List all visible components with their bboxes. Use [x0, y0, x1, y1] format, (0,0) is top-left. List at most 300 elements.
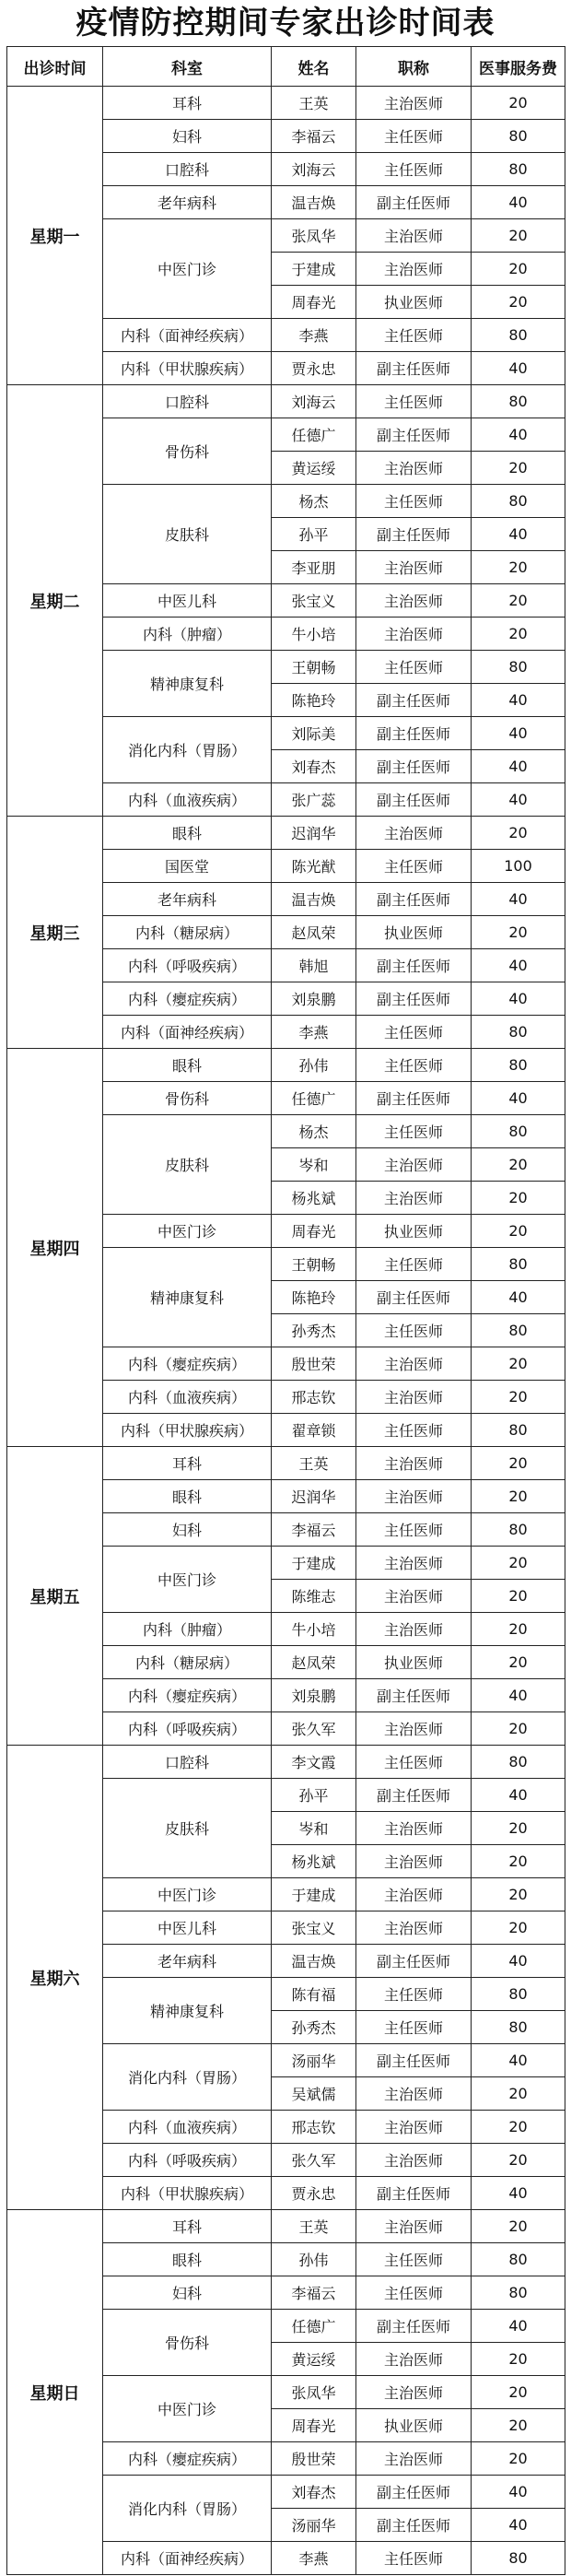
doctor-title-cell: 主任医师 [356, 1513, 472, 1547]
department-cell: 中医门诊 [103, 1878, 272, 1911]
table-row [7, 817, 565, 850]
doctor-title-cell: 副主任医师 [356, 1945, 472, 1978]
fee-cell: 20 [472, 618, 565, 651]
doctor-name-cell: 王朝畅 [272, 651, 356, 684]
doctor-title-cell: 主治医师 [356, 1480, 472, 1513]
doctor-name-cell: 王英 [272, 1447, 356, 1480]
doctor-title-cell: 主任医师 [356, 120, 472, 153]
doctor-title-cell: 主任医师 [356, 2243, 472, 2276]
fee-cell: 40 [472, 883, 565, 916]
doctor-title-cell: 副主任医师 [356, 750, 472, 783]
department-cell: 内科（呼吸疾病） [103, 949, 272, 982]
doctor-title-cell: 执业医师 [356, 916, 472, 949]
doctor-title-cell: 副主任医师 [356, 717, 472, 750]
doctor-name-cell: 任德广 [272, 2310, 356, 2343]
fee-cell: 40 [472, 1082, 565, 1115]
doctor-name-cell: 王英 [272, 2210, 356, 2243]
doctor-name-cell: 于建成 [272, 253, 356, 286]
table-row [7, 87, 565, 120]
doctor-title-cell: 主治医师 [356, 2111, 472, 2144]
department-cell: 内科（甲状腺疾病） [103, 352, 272, 385]
fee-cell: 40 [472, 684, 565, 717]
department-cell: 妇科 [103, 1513, 272, 1547]
department-cell: 眼科 [103, 817, 272, 850]
doctor-name-cell: 李福云 [272, 1513, 356, 1547]
fee-cell: 20 [472, 1182, 565, 1215]
fee-cell: 40 [472, 1945, 565, 1978]
department-cell: 中医儿科 [103, 1911, 272, 1945]
department-cell: 内科（呼吸疾病） [103, 1712, 272, 1746]
department-cell: 眼科 [103, 2243, 272, 2276]
department-cell: 内科（瘿症疾病） [103, 1347, 272, 1381]
fee-cell: 80 [472, 1314, 565, 1347]
doctor-name-cell: 张宝义 [272, 584, 356, 618]
doctor-title-cell: 副主任医师 [356, 684, 472, 717]
doctor-name-cell: 张凤华 [272, 219, 356, 253]
header-row [7, 47, 565, 87]
doctor-name-cell: 温吉焕 [272, 883, 356, 916]
doctor-name-cell: 杨杰 [272, 485, 356, 518]
fee-cell: 40 [472, 2177, 565, 2210]
fee-cell: 20 [472, 1547, 565, 1580]
fee-cell: 20 [472, 1613, 565, 1646]
department-cell: 内科（面神经疾病） [103, 319, 272, 352]
department-cell: 老年病科 [103, 186, 272, 219]
doctor-title-cell: 主任医师 [356, 1746, 472, 1779]
doctor-name-cell: 邢志钦 [272, 1381, 356, 1414]
department-cell: 眼科 [103, 1480, 272, 1513]
doctor-title-cell: 主治医师 [356, 1845, 472, 1878]
fee-cell: 20 [472, 1878, 565, 1911]
fee-cell: 20 [472, 87, 565, 120]
fee-cell: 80 [472, 1115, 565, 1148]
doctor-name-cell: 任德广 [272, 418, 356, 452]
department-cell: 内科（面神经疾病） [103, 2542, 272, 2575]
table-row [7, 2210, 565, 2243]
doctor-title-cell: 主任医师 [356, 1115, 472, 1148]
doctor-name-cell: 王朝畅 [272, 1248, 356, 1281]
doctor-title-cell: 主治医师 [356, 2077, 472, 2111]
fee-cell: 80 [472, 1746, 565, 1779]
fee-cell: 40 [472, 1679, 565, 1712]
fee-cell: 80 [472, 1513, 565, 1547]
department-cell: 中医门诊 [103, 219, 272, 319]
department-cell: 精神康复科 [103, 651, 272, 717]
doctor-title-cell: 副主任医师 [356, 2177, 472, 2210]
fee-cell: 40 [472, 418, 565, 452]
department-cell: 消化内科（胃肠） [103, 2476, 272, 2542]
doctor-name-cell: 陈有福 [272, 1978, 356, 2011]
department-cell: 骨伤科 [103, 1082, 272, 1115]
doctor-title-cell: 副主任医师 [356, 1679, 472, 1712]
department-cell: 骨伤科 [103, 2310, 272, 2376]
doctor-name-cell: 温吉焕 [272, 1945, 356, 1978]
department-cell: 眼科 [103, 1049, 272, 1082]
fee-cell: 20 [472, 2442, 565, 2476]
fee-cell: 20 [472, 1381, 565, 1414]
department-cell: 内科（血液疾病） [103, 1381, 272, 1414]
doctor-name-cell: 刘海云 [272, 153, 356, 186]
fee-cell: 20 [472, 817, 565, 850]
doctor-title-cell: 副主任医师 [356, 2310, 472, 2343]
department-cell: 皮肤科 [103, 1115, 272, 1215]
doctor-title-cell: 副主任医师 [356, 949, 472, 982]
fee-cell: 40 [472, 186, 565, 219]
doctor-title-cell: 主任医师 [356, 1049, 472, 1082]
table-row [7, 1447, 565, 1480]
doctor-name-cell: 张宝义 [272, 1911, 356, 1945]
fee-cell: 20 [472, 1215, 565, 1248]
fee-cell: 40 [472, 2476, 565, 2509]
doctor-title-cell: 主任医师 [356, 651, 472, 684]
department-cell: 内科（甲状腺疾病） [103, 2177, 272, 2210]
doctor-name-cell: 黄运绥 [272, 452, 356, 485]
doctor-title-cell: 主任医师 [356, 319, 472, 352]
department-cell: 消化内科（胃肠） [103, 717, 272, 783]
department-cell: 口腔科 [103, 1746, 272, 1779]
doctor-name-cell: 张久军 [272, 1712, 356, 1746]
doctor-name-cell: 翟章锁 [272, 1414, 356, 1447]
fee-cell: 40 [472, 750, 565, 783]
doctor-name-cell: 牛小培 [272, 1613, 356, 1646]
header-time: 出诊时间 [7, 47, 103, 87]
fee-cell: 40 [472, 1779, 565, 1812]
department-cell: 耳科 [103, 2210, 272, 2243]
day-cell: 星期五 [7, 1447, 103, 1746]
fee-cell: 40 [472, 949, 565, 982]
department-cell: 内科（糖尿病） [103, 916, 272, 949]
doctor-name-cell: 孙秀杰 [272, 2011, 356, 2044]
doctor-title-cell: 主任医师 [356, 2011, 472, 2044]
doctor-title-cell: 主治医师 [356, 219, 472, 253]
doctor-name-cell: 张凤华 [272, 2376, 356, 2409]
doctor-name-cell: 李燕 [272, 319, 356, 352]
doctor-title-cell: 主任医师 [356, 1978, 472, 2011]
header-department: 科室 [103, 47, 272, 87]
fee-cell: 80 [472, 2243, 565, 2276]
header-name: 姓名 [272, 47, 356, 87]
doctor-title-cell: 主任医师 [356, 153, 472, 186]
department-cell: 内科（肿瘤） [103, 618, 272, 651]
department-cell: 口腔科 [103, 153, 272, 186]
table-row [7, 1049, 565, 1082]
fee-cell: 80 [472, 2276, 565, 2310]
fee-cell: 40 [472, 352, 565, 385]
doctor-title-cell: 主任医师 [356, 2542, 472, 2575]
doctor-name-cell: 周春光 [272, 286, 356, 319]
doctor-title-cell: 副主任医师 [356, 2476, 472, 2509]
doctor-title-cell: 主治医师 [356, 1547, 472, 1580]
doctor-name-cell: 李燕 [272, 1016, 356, 1049]
doctor-name-cell: 贾永忠 [272, 352, 356, 385]
fee-cell: 20 [472, 584, 565, 618]
day-cell: 星期一 [7, 87, 103, 385]
fee-cell: 20 [472, 1845, 565, 1878]
department-cell: 内科（糖尿病） [103, 1646, 272, 1679]
fee-cell: 20 [472, 2376, 565, 2409]
fee-cell: 20 [472, 1347, 565, 1381]
doctor-name-cell: 陈艳玲 [272, 684, 356, 717]
doctor-title-cell: 主任医师 [356, 1314, 472, 1347]
doctor-title-cell: 主治医师 [356, 551, 472, 584]
fee-cell: 80 [472, 1978, 565, 2011]
table-row [7, 385, 565, 418]
doctor-title-cell: 主任医师 [356, 385, 472, 418]
fee-cell: 20 [472, 2144, 565, 2177]
doctor-title-cell: 主任医师 [356, 1016, 472, 1049]
fee-cell: 80 [472, 651, 565, 684]
fee-cell: 20 [472, 1480, 565, 1513]
doctor-title-cell: 副主任医师 [356, 186, 472, 219]
doctor-name-cell: 赵凤荣 [272, 916, 356, 949]
department-cell: 内科（肿瘤） [103, 1613, 272, 1646]
doctor-title-cell: 主治医师 [356, 1182, 472, 1215]
doctor-title-cell: 副主任医师 [356, 518, 472, 551]
doctor-title-cell: 主治医师 [356, 817, 472, 850]
fee-cell: 20 [472, 1911, 565, 1945]
doctor-title-cell: 主治医师 [356, 1447, 472, 1480]
department-cell: 耳科 [103, 87, 272, 120]
doctor-title-cell: 副主任医师 [356, 883, 472, 916]
doctor-name-cell: 殷世荣 [272, 2442, 356, 2476]
doctor-name-cell: 岑和 [272, 1812, 356, 1845]
fee-cell: 40 [472, 783, 565, 817]
doctor-title-cell: 副主任医师 [356, 982, 472, 1016]
fee-cell: 80 [472, 319, 565, 352]
fee-cell: 80 [472, 153, 565, 186]
department-cell: 中医门诊 [103, 1215, 272, 1248]
doctor-title-cell: 副主任医师 [356, 783, 472, 817]
doctor-name-cell: 刘泉鹏 [272, 982, 356, 1016]
doctor-name-cell: 殷世荣 [272, 1347, 356, 1381]
fee-cell: 20 [472, 1148, 565, 1182]
fee-cell: 100 [472, 850, 565, 883]
doctor-title-cell: 主治医师 [356, 1911, 472, 1945]
doctor-name-cell: 韩旭 [272, 949, 356, 982]
department-cell: 耳科 [103, 1447, 272, 1480]
doctor-title-cell: 主治医师 [356, 584, 472, 618]
schedule-body [7, 87, 565, 2575]
department-cell: 内科（面神经疾病） [103, 1016, 272, 1049]
doctor-name-cell: 孙秀杰 [272, 1314, 356, 1347]
doctor-name-cell: 迟润华 [272, 817, 356, 850]
doctor-name-cell: 任德广 [272, 1082, 356, 1115]
day-cell: 星期四 [7, 1049, 103, 1447]
doctor-name-cell: 杨兆斌 [272, 1845, 356, 1878]
doctor-title-cell: 主治医师 [356, 253, 472, 286]
doctor-title-cell: 副主任医师 [356, 2044, 472, 2077]
day-cell: 星期三 [7, 817, 103, 1049]
department-cell: 老年病科 [103, 1945, 272, 1978]
fee-cell: 80 [472, 1016, 565, 1049]
doctor-name-cell: 温吉焕 [272, 186, 356, 219]
fee-cell: 20 [472, 2343, 565, 2376]
doctor-name-cell: 刘海云 [272, 385, 356, 418]
day-cell: 星期六 [7, 1746, 103, 2210]
doctor-name-cell: 刘际美 [272, 717, 356, 750]
fee-cell: 20 [472, 253, 565, 286]
doctor-name-cell: 刘泉鹏 [272, 1679, 356, 1712]
doctor-title-cell: 主治医师 [356, 2343, 472, 2376]
page-title: 疫情防控期间专家出诊时间表 [76, 5, 495, 41]
doctor-title-cell: 主任医师 [356, 2276, 472, 2310]
department-cell: 皮肤科 [103, 1779, 272, 1878]
fee-cell: 20 [472, 1812, 565, 1845]
doctor-title-cell: 执业医师 [356, 286, 472, 319]
doctor-title-cell: 主治医师 [356, 2376, 472, 2409]
doctor-name-cell: 李福云 [272, 2276, 356, 2310]
fee-cell: 20 [472, 286, 565, 319]
doctor-name-cell: 周春光 [272, 1215, 356, 1248]
fee-cell: 40 [472, 2310, 565, 2343]
doctor-name-cell: 赵凤荣 [272, 1646, 356, 1679]
fee-cell: 20 [472, 2409, 565, 2442]
doctor-name-cell: 陈光猷 [272, 850, 356, 883]
doctor-name-cell: 贾永忠 [272, 2177, 356, 2210]
doctor-title-cell: 主治医师 [356, 452, 472, 485]
fee-cell: 20 [472, 1580, 565, 1613]
doctor-title-cell: 副主任医师 [356, 1082, 472, 1115]
department-cell: 老年病科 [103, 883, 272, 916]
fee-cell: 80 [472, 120, 565, 153]
doctor-name-cell: 迟润华 [272, 1480, 356, 1513]
fee-cell: 80 [472, 485, 565, 518]
doctor-title-cell: 主治医师 [356, 1347, 472, 1381]
doctor-title-cell: 主治医师 [356, 1381, 472, 1414]
doctor-name-cell: 李亚朋 [272, 551, 356, 584]
doctor-title-cell: 执业医师 [356, 2409, 472, 2442]
header-title: 职称 [356, 47, 472, 87]
doctor-title-cell: 执业医师 [356, 1215, 472, 1248]
doctor-title-cell: 主任医师 [356, 1248, 472, 1281]
doctor-title-cell: 副主任医师 [356, 352, 472, 385]
fee-cell: 80 [472, 2542, 565, 2575]
doctor-name-cell: 王英 [272, 87, 356, 120]
doctor-title-cell: 主治医师 [356, 1878, 472, 1911]
doctor-title-cell: 主治医师 [356, 2210, 472, 2243]
department-cell: 皮肤科 [103, 485, 272, 584]
fee-cell: 20 [472, 2077, 565, 2111]
department-cell: 消化内科（胃肠） [103, 2044, 272, 2111]
header-fee: 医事服务费 [472, 47, 565, 87]
day-cell: 星期日 [7, 2210, 103, 2575]
department-cell: 口腔科 [103, 385, 272, 418]
fee-cell: 40 [472, 1281, 565, 1314]
department-cell: 妇科 [103, 120, 272, 153]
doctor-name-cell: 孙伟 [272, 2243, 356, 2276]
doctor-title-cell: 执业医师 [356, 1646, 472, 1679]
fee-cell: 40 [472, 2509, 565, 2542]
department-cell: 精神康复科 [103, 1978, 272, 2044]
doctor-name-cell: 陈艳玲 [272, 1281, 356, 1314]
doctor-title-cell: 主治医师 [356, 2144, 472, 2177]
fee-cell: 20 [472, 452, 565, 485]
doctor-name-cell: 刘春杰 [272, 750, 356, 783]
doctor-title-cell: 主治医师 [356, 2442, 472, 2476]
fee-cell: 40 [472, 518, 565, 551]
department-cell: 骨伤科 [103, 418, 272, 485]
doctor-name-cell: 牛小培 [272, 618, 356, 651]
doctor-name-cell: 孙平 [272, 518, 356, 551]
fee-cell: 40 [472, 982, 565, 1016]
department-cell: 内科（甲状腺疾病） [103, 1414, 272, 1447]
doctor-name-cell: 张广蕊 [272, 783, 356, 817]
department-cell: 国医堂 [103, 850, 272, 883]
schedule-table [6, 46, 565, 2575]
doctor-title-cell: 主治医师 [356, 1812, 472, 1845]
fee-cell: 80 [472, 2011, 565, 2044]
doctor-title-cell: 主治医师 [356, 1148, 472, 1182]
doctor-name-cell: 汤丽华 [272, 2509, 356, 2542]
doctor-title-cell: 主任医师 [356, 850, 472, 883]
fee-cell: 20 [472, 916, 565, 949]
doctor-name-cell: 李福云 [272, 120, 356, 153]
doctor-title-cell: 主治医师 [356, 87, 472, 120]
fee-cell: 20 [472, 551, 565, 584]
fee-cell: 40 [472, 717, 565, 750]
doctor-name-cell: 张久军 [272, 2144, 356, 2177]
doctor-title-cell: 主治医师 [356, 1580, 472, 1613]
doctor-name-cell: 杨杰 [272, 1115, 356, 1148]
fee-cell: 20 [472, 1447, 565, 1480]
table-row [7, 1746, 565, 1779]
doctor-name-cell: 于建成 [272, 1878, 356, 1911]
doctor-title-cell: 副主任医师 [356, 418, 472, 452]
doctor-name-cell: 周春光 [272, 2409, 356, 2442]
department-cell: 内科（血液疾病） [103, 783, 272, 817]
department-cell: 精神康复科 [103, 1248, 272, 1347]
fee-cell: 20 [472, 2210, 565, 2243]
department-cell: 内科（瘿症疾病） [103, 982, 272, 1016]
fee-cell: 20 [472, 219, 565, 253]
doctor-name-cell: 李文霞 [272, 1746, 356, 1779]
fee-cell: 80 [472, 385, 565, 418]
doctor-title-cell: 主任医师 [356, 485, 472, 518]
doctor-title-cell: 副主任医师 [356, 1281, 472, 1314]
fee-cell: 20 [472, 1646, 565, 1679]
department-cell: 内科（血液疾病） [103, 2111, 272, 2144]
department-cell: 妇科 [103, 2276, 272, 2310]
fee-cell: 80 [472, 1049, 565, 1082]
doctor-title-cell: 主治医师 [356, 1613, 472, 1646]
doctor-title-cell: 主任医师 [356, 1414, 472, 1447]
doctor-title-cell: 主治医师 [356, 1712, 472, 1746]
fee-cell: 20 [472, 2111, 565, 2144]
fee-cell: 80 [472, 1414, 565, 1447]
doctor-name-cell: 汤丽华 [272, 2044, 356, 2077]
doctor-title-cell: 副主任医师 [356, 2509, 472, 2542]
fee-cell: 40 [472, 2044, 565, 2077]
department-cell: 中医儿科 [103, 584, 272, 618]
doctor-name-cell: 杨兆斌 [272, 1182, 356, 1215]
doctor-name-cell: 于建成 [272, 1547, 356, 1580]
department-cell: 中医门诊 [103, 2376, 272, 2442]
doctor-name-cell: 邢志钦 [272, 2111, 356, 2144]
department-cell: 中医门诊 [103, 1547, 272, 1613]
fee-cell: 80 [472, 1248, 565, 1281]
doctor-title-cell: 副主任医师 [356, 1779, 472, 1812]
department-cell: 内科（呼吸疾病） [103, 2144, 272, 2177]
doctor-name-cell: 刘春杰 [272, 2476, 356, 2509]
day-cell: 星期二 [7, 385, 103, 817]
doctor-name-cell: 吴斌儒 [272, 2077, 356, 2111]
department-cell: 内科（瘿症疾病） [103, 1679, 272, 1712]
doctor-title-cell: 主治医师 [356, 618, 472, 651]
doctor-name-cell: 孙伟 [272, 1049, 356, 1082]
doctor-name-cell: 岑和 [272, 1148, 356, 1182]
fee-cell: 20 [472, 1712, 565, 1746]
doctor-name-cell: 黄运绥 [272, 2343, 356, 2376]
